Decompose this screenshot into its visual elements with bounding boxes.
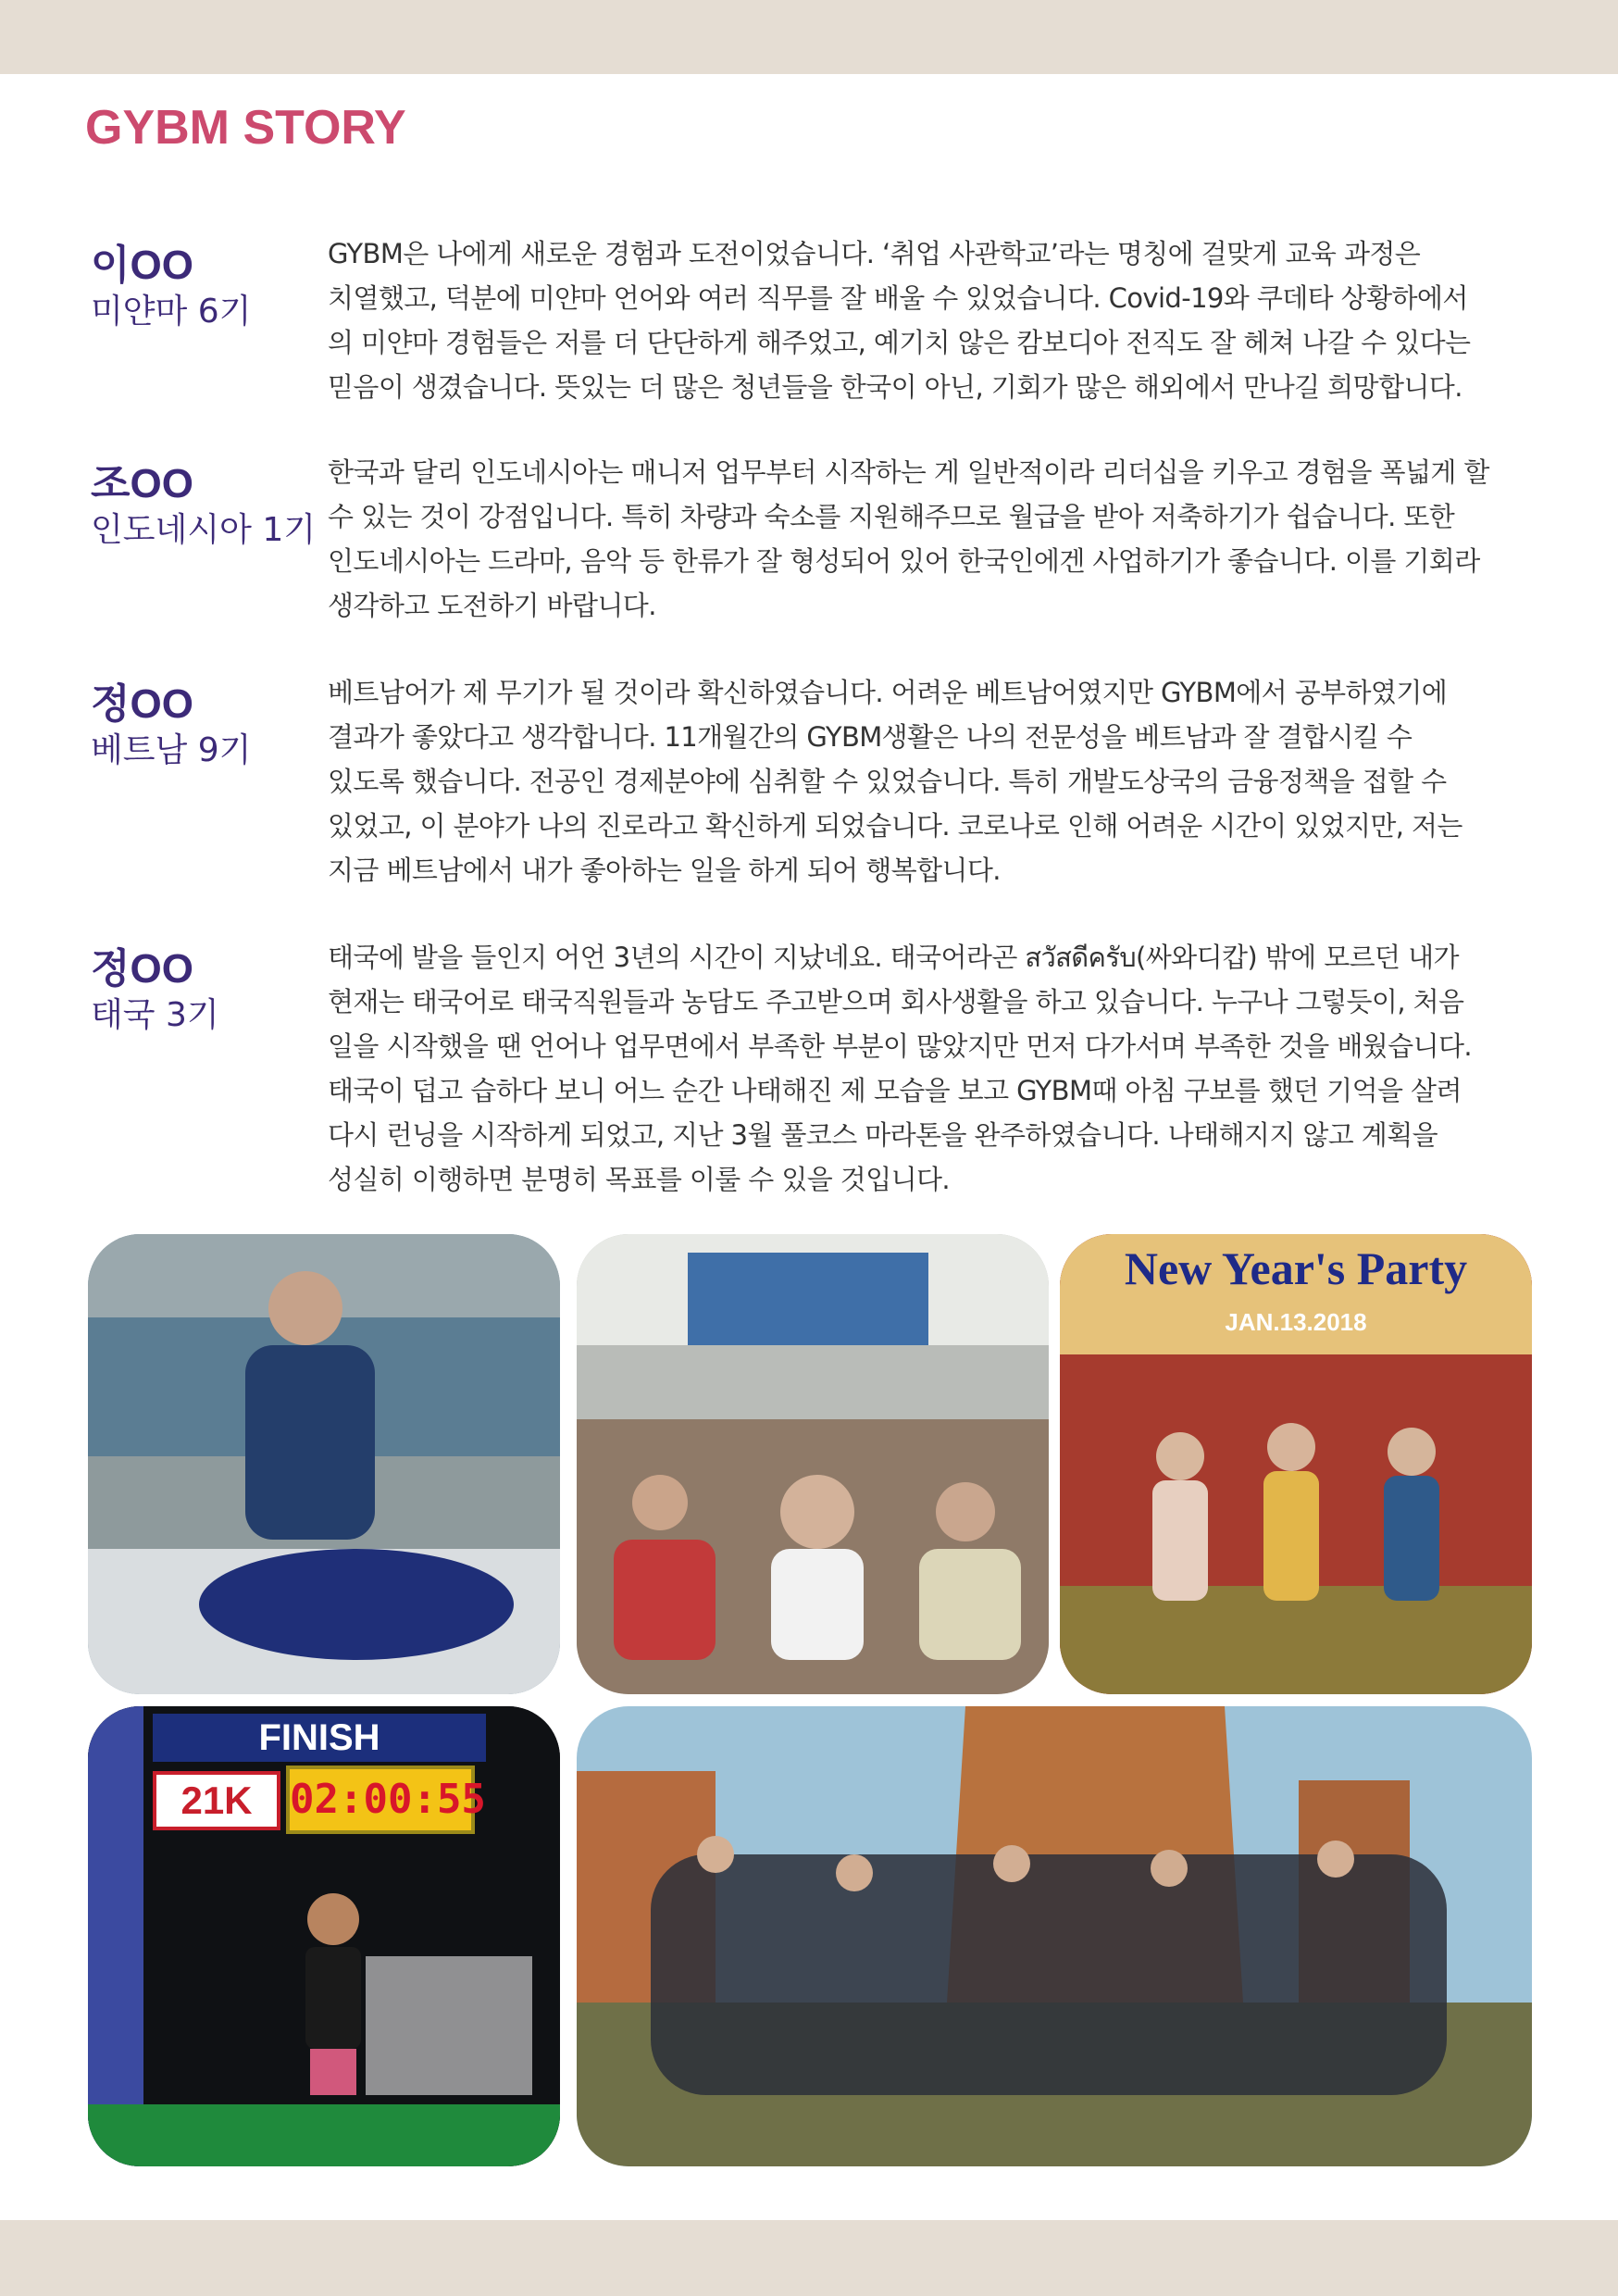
story-line: 결과가 좋았다고 생각합니다. 11개월간의 GYBM생활은 나의 전문성을 베트남과 잘 결합시킬 수 [328, 721, 1413, 753]
story-line: 성실히 이행하면 분명히 목표를 이룰 수 있을 것입니다. [328, 1164, 951, 1195]
story-line: 베트남어가 제 무기가 될 것이라 확신하였습니다. 어려운 베트남어였지만 GYBM에서 공부하였기에 [328, 677, 1448, 708]
story-line: 현재는 태국어로 태국직원들과 농담도 주고받으며 회사생활을 하고 있습니다. 누구나 그렇듯이, 처음 [328, 986, 1464, 1017]
photo-factory-worker [88, 1234, 560, 1694]
story-line: 수 있는 것이 강점입니다. 특히 차량과 숙소를 지원해주므로 월급을 받아 저축하기가 쉽습니다. 또한 [328, 501, 1455, 532]
party-date: JAN.13.2018 [1225, 1308, 1367, 1336]
author-cohort: 미얀마 6기 [91, 293, 252, 331]
author-name: 이OO [91, 243, 193, 288]
photo-new-years-party [1060, 1234, 1532, 1694]
author-name: 정OO [91, 946, 193, 992]
author-cohort: 태국 3기 [91, 996, 219, 1034]
distance-sign: 21K [153, 1771, 280, 1830]
story-line: 믿음이 생겼습니다. 뜻있는 더 많은 청년들을 한국이 아닌, 기회가 많은 해외에서 만나길 희망합니다. [328, 371, 1462, 403]
story-line: 다시 런닝을 시작하게 되었고, 지난 3월 풀코스 마라톤을 완주하였습니다. 나태해지지 않고 계획을 [328, 1119, 1438, 1151]
factory-scene-image [88, 1234, 560, 1694]
page-title: GYBM STORY [85, 101, 406, 155]
story-line: 태국에 발을 들인지 어언 3년의 시간이 지났네요. 태국어라곤 สวัสดีครับ(싸와디캅) 밖에 모르던 내가 [328, 942, 1459, 973]
author-name: 정OO [91, 681, 193, 727]
temple-group-image [577, 1706, 1532, 2166]
author-cohort: 인도네시아 1기 [91, 511, 317, 549]
party-title: New Year's Party [1124, 1242, 1468, 1294]
photo-office-group [577, 1234, 1049, 1694]
top-band [0, 0, 1618, 74]
photo-marathon-finish [88, 1706, 560, 2166]
story-text [328, 231, 1540, 409]
story-line: 태국이 덥고 습하다 보니 어느 순간 나태해진 제 모습을 보고 GYBM때 아침 구보를 했던 기억을 살려 [328, 1075, 1462, 1106]
story-line: 치열했고, 덕분에 미얀마 언어와 여러 직무를 잘 배울 수 있었습니다. Covid-19와 쿠데타 상황하에서 [328, 282, 1468, 314]
race-clock: 02:00:55 [286, 1766, 475, 1834]
story-line: 생각하고 도전하기 바랍니다. [328, 590, 656, 621]
author-cohort: 베트남 9기 [91, 731, 252, 769]
story-line: 인도네시아는 드라마, 음악 등 한류가 잘 형성되어 있어 한국인에겐 사업하기가 좋습니다. 이를 기회라 [328, 545, 1480, 577]
story-text [328, 670, 1540, 892]
story-line: 의 미얀마 경험들은 저를 더 단단하게 해주었고, 예기치 않은 캄보디아 전직도 잘 헤쳐 나갈 수 있다는 [328, 327, 1471, 358]
story-line: 있었고, 이 분야가 나의 진로라고 확신하게 되었습니다. 코로나로 인해 어려운 시간이 있었지만, 저는 [328, 810, 1462, 842]
story-text [328, 935, 1540, 1202]
office-group-image [577, 1234, 1049, 1694]
story-line: 일을 시작했을 땐 언어나 업무면에서 부족한 부분이 많았지만 먼저 다가서며 부족한 것을 배웠습니다. [328, 1030, 1473, 1062]
photo-temple-group [577, 1706, 1532, 2166]
author-name: 조OO [91, 461, 193, 506]
story-line: GYBM은 나에게 새로운 경험과 도전이었습니다. ‘취업 사관학교’라는 명칭에 걸맞게 교육 과정은 [328, 238, 1421, 269]
bottom-band [0, 2220, 1618, 2296]
party-scene-image [1060, 1234, 1532, 1694]
story-text [328, 450, 1540, 628]
story-line: 지금 베트남에서 내가 좋아하는 일을 하게 되어 행복합니다. [328, 855, 1001, 886]
story-line: 한국과 달리 인도네시아는 매니저 업무부터 시작하는 게 일반적이라 리더십을 키우고 경험을 폭넓게 할 [328, 456, 1489, 488]
story-line: 있도록 했습니다. 전공인 경제분야에 심취할 수 있었습니다. 특히 개발도상국의 금융정책을 접할 수 [328, 766, 1447, 797]
finish-banner: FINISH [153, 1714, 486, 1762]
